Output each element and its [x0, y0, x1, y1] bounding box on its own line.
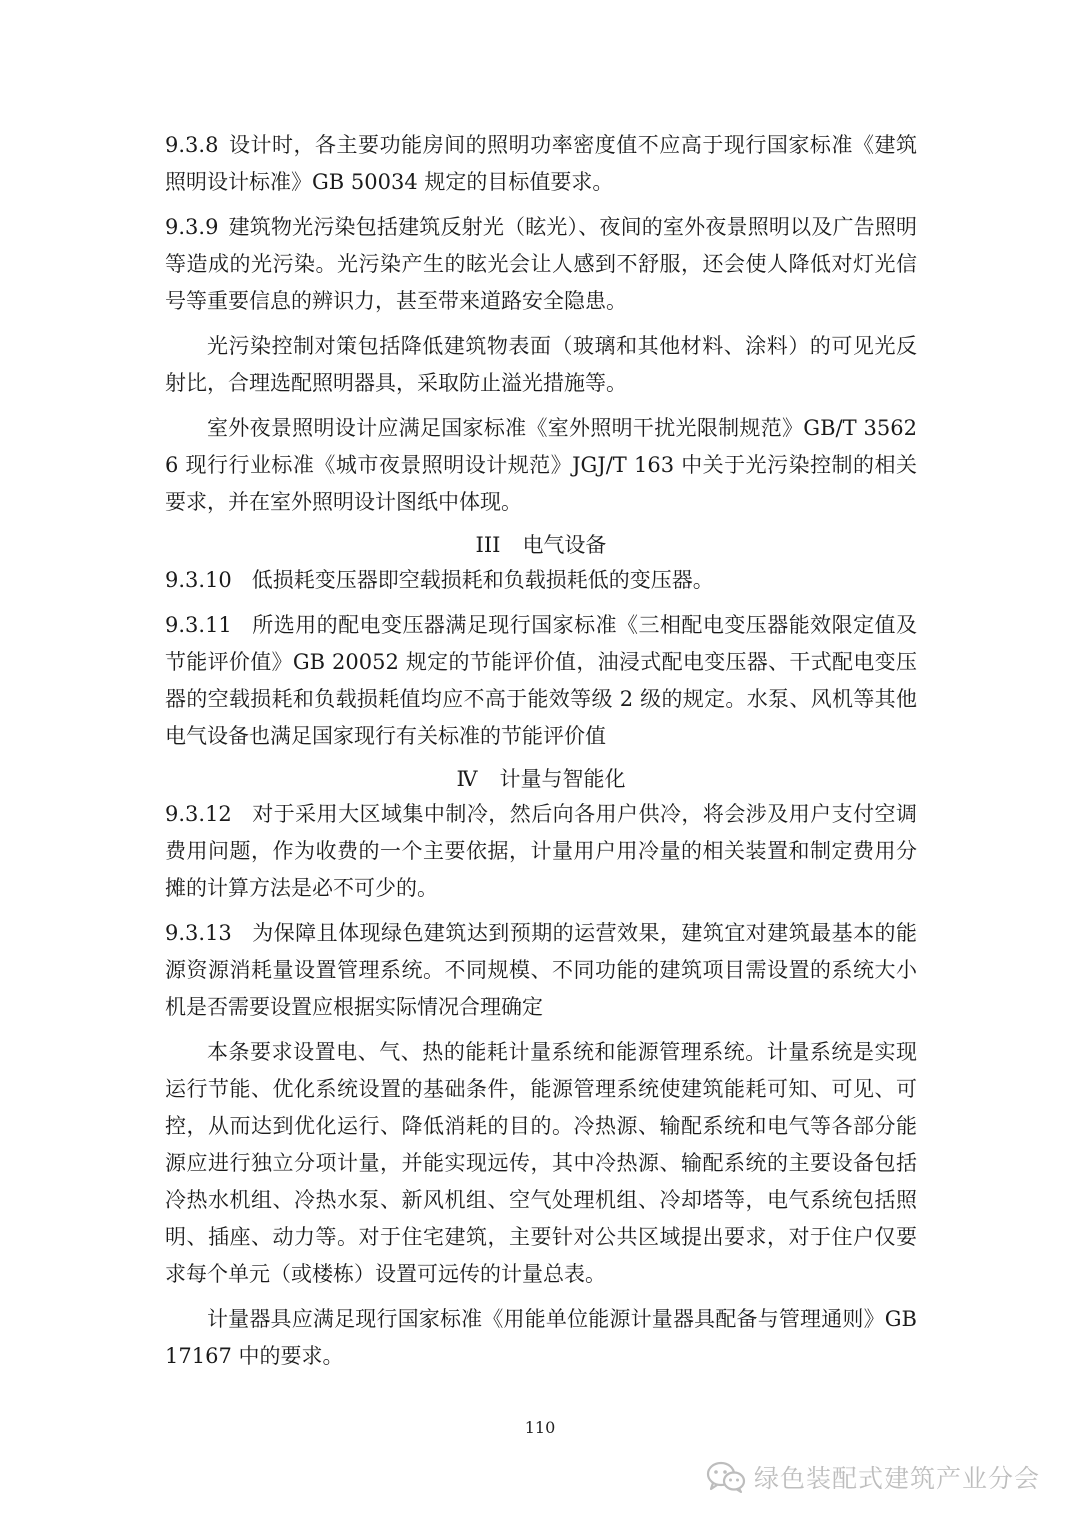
clause-number: 9.3.11 [165, 613, 232, 637]
section-number: Ⅳ [456, 767, 478, 791]
clause-number: 9.3.13 [165, 921, 232, 945]
clause-number: 9.3.8 [165, 133, 219, 157]
clause-9-3-8 [165, 127, 917, 201]
clause-text: 为保障且体现绿色建筑达到预期的运营效果，建筑宜对建筑最基本的能源资源消耗量设置管理系统。不同规模、不同功能的建筑项目需设置的系统大小机是否需要设置应根据实际情况合理确定 [165, 921, 917, 1019]
clause-9-3-13 [165, 915, 917, 1026]
section-number: III [475, 533, 501, 557]
wechat-icon [706, 1461, 746, 1493]
section-heading-metering [165, 761, 917, 798]
section-title-text: 计量与智能化 [499, 767, 626, 791]
clause-text: 建筑物光污染包括建筑反射光（眩光）、夜间的室外夜景照明以及广告照明等造成的光污染。光污染产生的眩光会让人感到不舒服，还会使人降低对灯光信号等重要信息的辨识力，甚至带来道路安全隐患。 [165, 215, 917, 313]
paragraph-metering-instruments: 计量器具应满足现行国家标准《用能单位能源计量器具配备与管理通则》GB 17167 中的要求。 [165, 1307, 917, 1368]
clause-number: 9.3.10 [165, 568, 232, 592]
clause-9-3-11 [165, 607, 917, 755]
document-body [165, 127, 917, 1383]
clause-number: 9.3.9 [165, 215, 219, 239]
clause-text: 设计时，各主要功能房间的照明功率密度值不应高于现行国家标准《建筑照明设计标准》GB 50034 规定的目标值要求。 [165, 133, 917, 194]
clause-9-3-12 [165, 796, 917, 907]
watermark [706, 1460, 1040, 1494]
clause-text: 所选用的配电变压器满足现行国家标准《三相配电变压器能效限定值及节能评价值》GB 20052 规定的节能评价值，油浸式配电变压器、干式配电变压器的空载损耗和负载损耗值均应不高于能效等级 2 级的规定。水泵、风机等其他电气设备也满足国家现行有关标准的节能评价值 [165, 613, 917, 748]
clause-9-3-9 [165, 209, 917, 320]
paragraph-light-pollution-control: 光污染控制对策包括降低建筑物表面（玻璃和其他材料、涂料）的可见光反射比，合理选配照明器具，采取防止溢光措施等。 [165, 334, 917, 395]
clause-number: 9.3.12 [165, 802, 232, 826]
watermark-text: 绿色装配式建筑产业分会 [754, 1464, 1041, 1493]
paragraph-metering-system: 本条要求设置电、气、热的能耗计量系统和能源管理系统。计量系统是实现运行节能、优化系统设置的基础条件，能源管理系统使建筑能耗可知、可见、可控，从而达到优化运行、降低消耗的目的。冷热源、输配系统和电气等各部分能源应进行独立分项计量，并能实现远传，其中冷热源、输配系统的主要设备包括冷热水机组、冷热水泵、新风机组、空气处理机组、冷却塔等，电气系统包括照明、插座、动力等。对于住宅建筑，主要针对公共区域提出要求，对于住户仅要求每个单元（或楼栋）设置可远传的计量总表。 [165, 1040, 917, 1286]
page-number: 110 [524, 1418, 556, 1437]
clause-text: 对于采用大区域集中制冷，然后向各用户供冷，将会涉及用户支付空调费用问题，作为收费的一个主要依据，计量用户用冷量的相关装置和制定费用分摊的计算方法是必不可少的。 [165, 802, 917, 900]
paragraph-outdoor-lighting: 室外夜景照明设计应满足国家标准《室外照明干扰光限制规范》GB/T 35626 现行行业标准《城市夜景照明设计规范》JGJ/T 163 中关于光污染控制的相关要求，并在室外照明设计图纸中体现。 [165, 416, 917, 514]
section-heading-electrical [165, 527, 917, 564]
clause-9-3-10 [165, 562, 917, 599]
section-title-text: 电气设备 [522, 533, 607, 557]
clause-text: 低损耗变压器即空载损耗和负载损耗低的变压器。 [251, 568, 714, 592]
